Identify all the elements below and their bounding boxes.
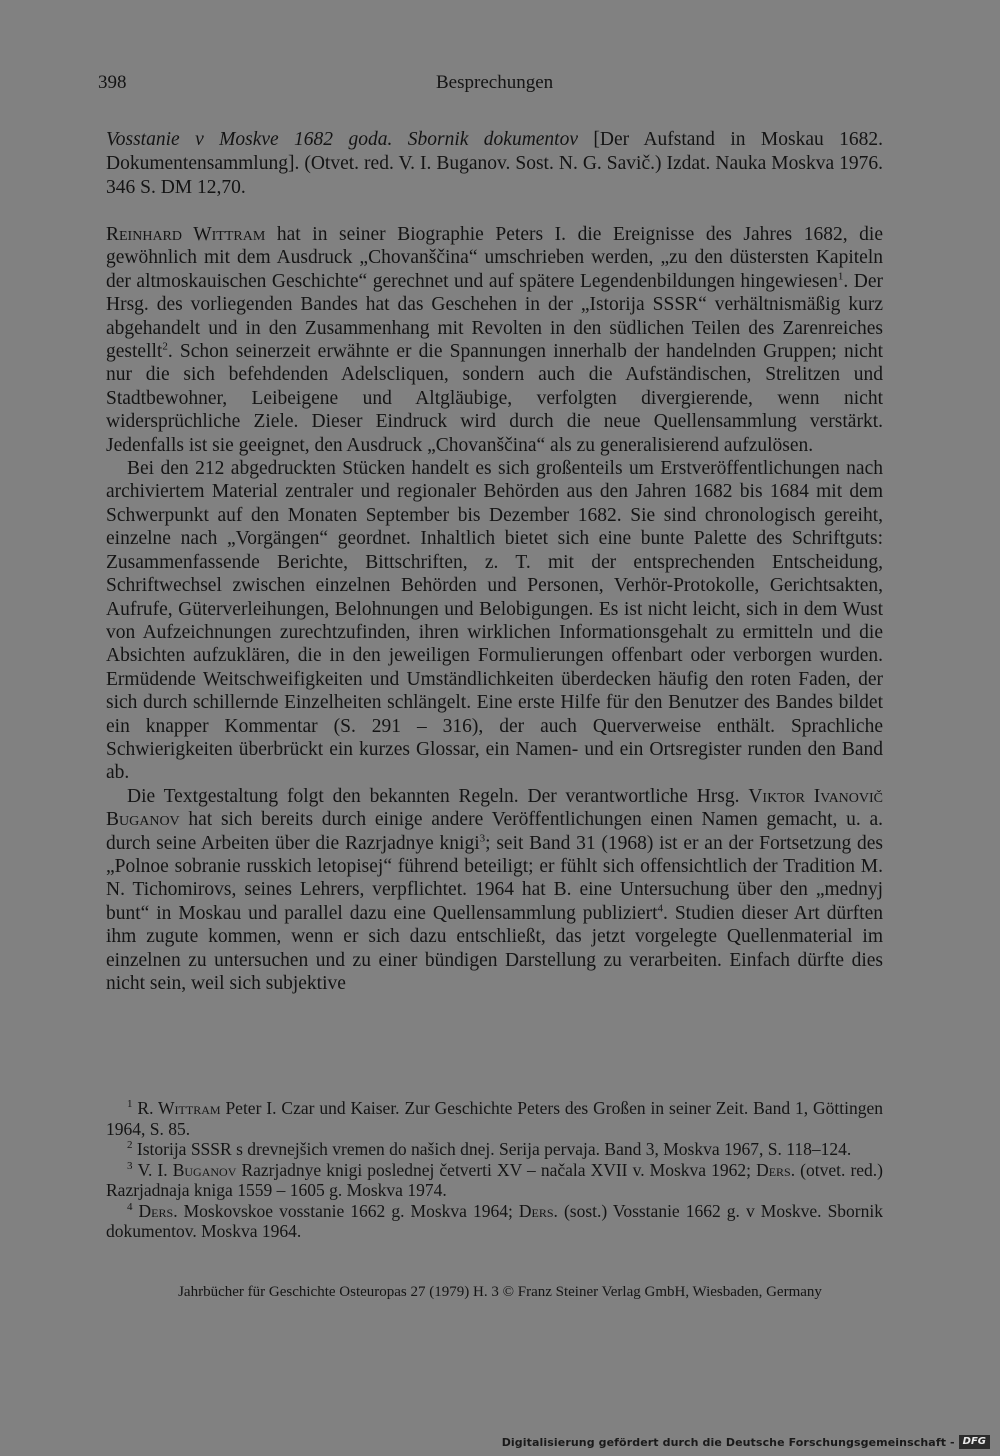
footnote-2	[106, 1139, 883, 1160]
book-details: [Der Aufstand in Moskau 1682. Dokumentensammlung]. (Otvet. red. V. I. Buganov. Sost. N. G. Savič.) Izdat. Nauka Moskva 1976. 346 S. DM 12,70.	[106, 129, 883, 198]
footnote-author: Ders.	[138, 1200, 178, 1221]
footnote-author: V. I. Buganov	[137, 1159, 237, 1180]
footnote-4	[106, 1201, 883, 1242]
editor-name: Viktor Ivanovič Buganov	[106, 785, 884, 831]
footnote-ref: 3	[479, 832, 486, 845]
footnote-number: 1	[127, 1098, 133, 1111]
footnote-text: Moskovskoe vosstanie 1662 g. Moskva 1964;	[177, 1200, 519, 1221]
footnote-text: Istorija SSSR s drevnejšich vremen do našich dnej. Serija pervaja. Band 3, Moskva 1967, S. 118–124.	[136, 1139, 852, 1159]
footnote-ref: 4	[657, 902, 664, 915]
book-title: Vosstanie v Moskve 1682 goda. Sbornik dokumentov	[106, 129, 578, 150]
digitization-text: Digitalisierung gefördert durch die Deutsche Forschungsgemeinschaft -	[501, 1435, 955, 1449]
paragraph-text: Die Textgestaltung folgt den bekannten Regeln. Der verantwortliche Hrsg.	[127, 785, 749, 807]
footnote-number: 3	[127, 1159, 133, 1172]
running-head: Besprechungen	[436, 72, 554, 93]
author-name: Reinhard Wittram	[106, 224, 266, 245]
footnote-1	[106, 1098, 883, 1139]
paragraph-text: ; seit Band 31 (1968) ist er an der Fortsetzung des „Polnoe sobranie russkich letopisej“ führend beteiligt; er fühlt sich offensichtlich der Tradition M. N. Tichomirovs, seines Lehrers, verpflichtet. 1964 hat B. eine Untersuchung über den „mednyj bunt“ in Moskau und parallel dazu eine Quellensammlung publiziert	[106, 832, 883, 924]
book-citation	[106, 128, 883, 200]
digitization-notice	[502, 1434, 990, 1450]
footnote-text: (otvet. red.) Razrjadnaja kniga 1559 – 1605 g. Moskva 1974.	[106, 1159, 883, 1200]
paragraph-text: . Schon seinerzeit erwähnte er die Spannungen innerhalb der handelnden Gruppen; nicht nur die sich befehdenden Adelscliquen, sondern auch die Aufständischen, Strelitzen und Stadtbewohner, Leibeigene und Altgläubige, verfolgten divergierende, wenn nicht widersprüchliche Ziele. Dieser Eindruck wird durch die neue Quellensammlung verstärkt. Jedenfalls ist sie geeignet, den Ausdruck „Chovanščina“ als zu generalisierend aufzulösen.	[106, 341, 883, 456]
footnote-ref: 1	[837, 270, 844, 283]
footnotes	[106, 1098, 883, 1242]
paragraph-2: Bei den 212 abgedruckten Stücken handelt es sich großenteils um Erstveröffentlichungen nach archiviertem Material zentraler und regionaler Behörden aus den Jahren 1682 bis 1684 mit dem Schwerpunkt auf den Monaten September bis Dezember 1682. Sie sind chronologisch gereiht, einzelne nach „Vorgängen“ geordnet. Inhaltlich bietet sich eine bunte Palette des Schriftguts: Zusammenfassende Berichte, Bittschriften, z. T. mit der entsprechenden Entscheidung, Schriftwechsel zwischen einzelnen Behörden und Personen, Verhör-Protokolle, Gerichtsakten, Aufrufe, Güterverleihungen, Belohnungen und Belobigungen. Es ist nicht leicht, sich in dem Wust von Aufzeichnungen zurechtzufinden, ihren wirklichen Informationsgehalt zu ermitteln und die Absichten aufzuklären, die in den jeweiligen Formulierungen offenbart oder verborgen wurden. Ermüdende Weitschweifigkeiten und Umständlichkeiten überdecken häufig den roten Faden, der sich durch schillernde Einzelheiten schlängelt. Eine erste Hilfe für den Benutzer des Bandes bildet ein knapper Kommentar (S. 291 – 316), der auch Querverweise enthält. Sprachliche Schwierigkeiten überbrückt ein kurzes Glossar, ein Namen- und ein Ortsregister runden den Band ab.	[106, 458, 883, 784]
footnote-author: Ders.	[518, 1200, 558, 1221]
paragraph-text: . Studien dieser Art dürften ihm zugute kommen, wenn er sich dazu entschließt, das jetzt vorgelegte Quellenmaterial im einzelnen zu untersuchen und zu einer bündigen Darstellung zu verarbeiten. Einfach dürfte dies nicht sein, weil sich subjektive	[106, 902, 884, 994]
footnote-text: Razrjadnye knigi poslednej četverti XV – načala XVII v. Moskva 1962;	[236, 1159, 757, 1180]
journal-imprint: Jahrbücher für Geschichte Osteuropas 27 (1979) H. 3 © Franz Steiner Verlag GmbH, Wiesbaden, Germany	[178, 1284, 822, 1300]
footnote-author: Ders.	[756, 1159, 796, 1180]
footnote-ref: 2	[162, 340, 168, 353]
footnote-text: Peter I. Czar und Kaiser. Zur Geschichte Peters des Großen in seiner Zeit. Band 1, Göttingen 1964, S. 85.	[106, 1098, 884, 1139]
footnote-number: 4	[127, 1200, 133, 1213]
footnote-author: R. Wittram	[137, 1098, 221, 1118]
paragraph-3	[106, 785, 883, 996]
page-number: 398	[98, 72, 127, 93]
page-header	[0, 72, 1000, 98]
footnote-text: (sost.) Vosstanie 1662 g. v Moskve. Sbornik dokumentov. Moskva 1964.	[106, 1200, 883, 1241]
paragraph-text: . Der Hrsg. des vorliegenden Bandes hat das Geschehen in der „Istorija SSSR“ verhältnismäßig kurz abgehandelt und in den Zusammenhang mit Revolten in den südlichen Teilen des Zarenreiches gestellt	[106, 270, 883, 363]
review-body	[106, 223, 883, 995]
paragraph-text: hat sich bereits durch einige andere Veröffentlichungen einen Namen gemacht, u. a. durch seine Arbeiten über die Razrjadnye knigi	[106, 809, 883, 854]
dfg-logo: DFG	[959, 1435, 990, 1449]
paragraph-text: hat in seiner Biographie Peters I. die Ereignisse des Jahres 1682, die gewöhnlich mit dem Ausdruck „Chovanščina“ umschrieben werden, „zu den düstersten Kapiteln der altmoskauischen Geschichte“ gerechnet und auf spätere Legendenbildungen hingewiesen	[106, 224, 884, 292]
paragraph-1	[106, 223, 883, 457]
footnote-3	[106, 1160, 883, 1201]
footnote-number: 2	[127, 1139, 133, 1152]
